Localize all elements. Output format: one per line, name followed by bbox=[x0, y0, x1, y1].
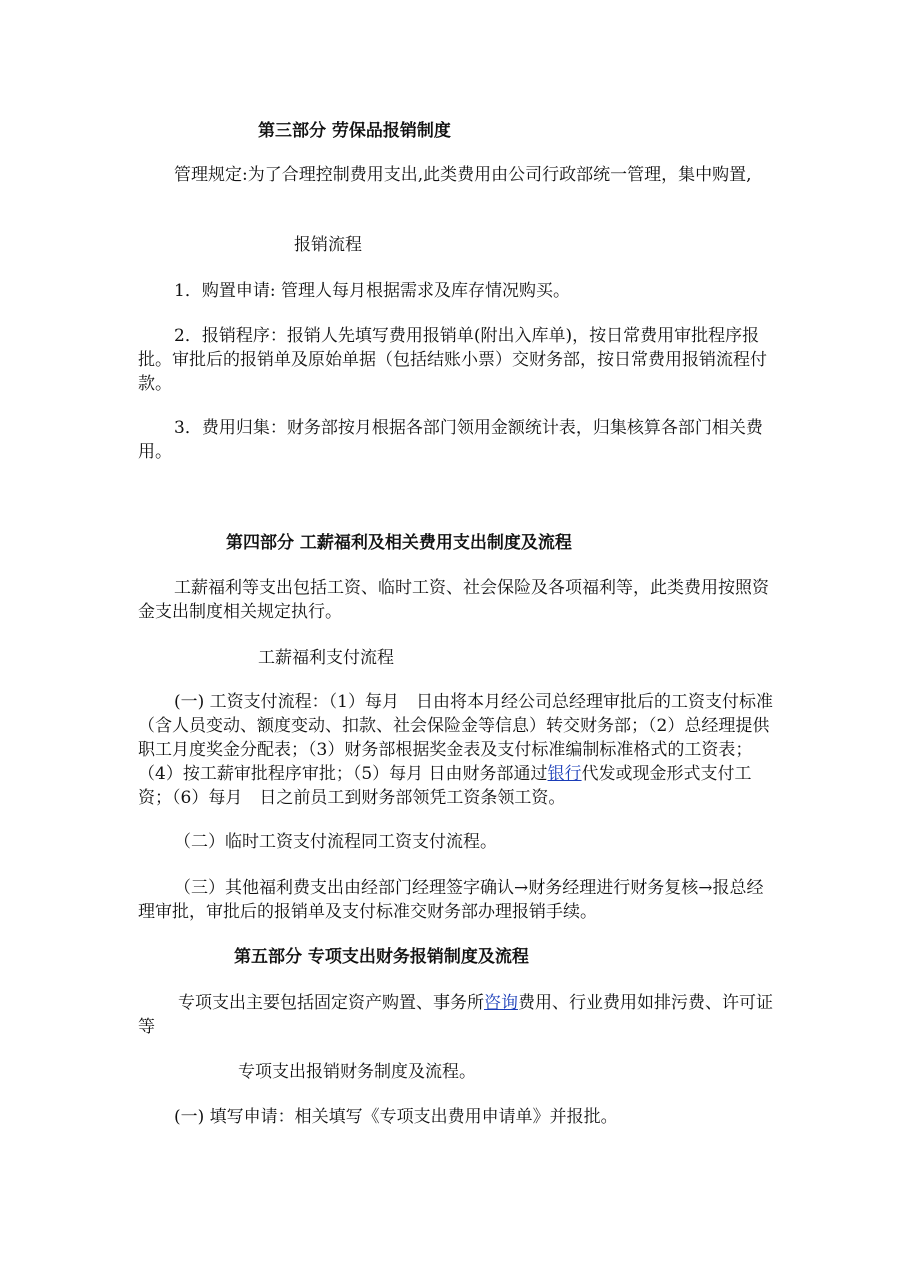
section4-title: 第四部分 工薪福利及相关费用支出制度及流程 bbox=[226, 533, 572, 553]
section4-item-1 bbox=[138, 690, 778, 810]
section4-intro: 工薪福利等支出包括工资、临时工资、社会保险及各项福利等，此类费用按照资金支出制度相关规定执行。 bbox=[138, 578, 769, 622]
section3-rule: 管理规定:为了合理控制费用支出,此类费用由公司行政部统一管理，集中购置, bbox=[174, 165, 752, 185]
section5-flow-title: 专项支出报销财务制度及流程。 bbox=[238, 1062, 476, 1082]
section3-flow-title: 报销流程 bbox=[294, 235, 362, 255]
bank-link[interactable]: 银行 bbox=[547, 764, 582, 784]
section5-intro-text-b: 费用、行业费用如排污费、许可证等 bbox=[138, 993, 773, 1037]
section3-item-2: 2．报销程序：报销人先填写费用报销单(附出入库单)，按日常费用审批程序报批。审批后的报销单及原始单据（包括结账小票）交财务部，按日常费用报销流程付款。 bbox=[138, 326, 767, 394]
section4-flow-title: 工薪福利支付流程 bbox=[258, 648, 394, 668]
section4-item-3: （三）其他福利费支出由经部门经理签字确认→财务经理进行财务复核→报总经理审批，审批后的报销单及支付标准交财务部办理报销手续。 bbox=[138, 878, 764, 922]
consulting-link[interactable]: 咨询 bbox=[484, 993, 518, 1013]
section4-item-1-text-a: (一) 工资支付流程：（1）每月 日由将本月经公司总经理审批后的工资支付标准（含人员变动、额度变动、扣款、社会保险金等信息）转交财务部；（2）总经理提供职工月度奖金分配表；（3）财务部根据奖金表及支付标准编制标准格式的工资表；（4）按工薪审批程序审批；（5）每月 日由财务部通过 bbox=[138, 692, 773, 784]
section4-item-2: （二）临时工资支付流程同工资支付流程。 bbox=[174, 832, 497, 852]
section5-intro-text-a: 专项支出主要包括固定资产购置、事务所 bbox=[178, 993, 484, 1013]
section5-intro bbox=[138, 991, 778, 1039]
section3-item-3: 3．费用归集：财务部按月根据各部门领用金额统计表，归集核算各部门相关费用。 bbox=[138, 418, 763, 462]
section4-item-1-text-b: 代发或现金形式支付工资；（6）每月 日之前员工到财务部领凭工资条领工资。 bbox=[138, 764, 752, 808]
section5-item-1: (一) 填写申请：相关填写《专项支出费用申请单》并报批。 bbox=[174, 1107, 618, 1127]
section5-title: 第五部分 专项支出财务报销制度及流程 bbox=[234, 947, 529, 967]
section3-title: 第三部分 劳保品报销制度 bbox=[258, 121, 451, 141]
section3-item-1: 1．购置申请: 管理人每月根据需求及库存情况购买。 bbox=[174, 281, 570, 301]
